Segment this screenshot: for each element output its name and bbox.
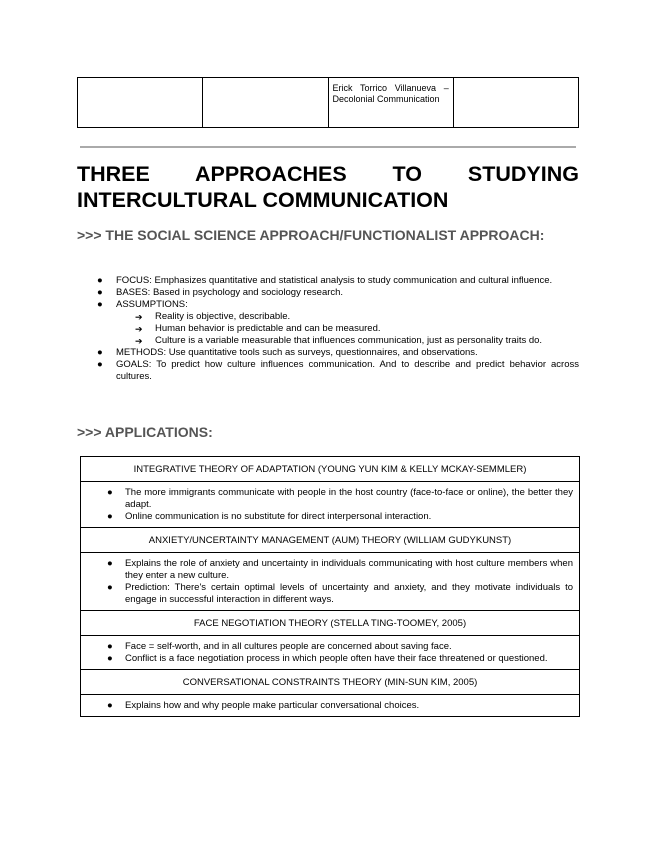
list-item [87, 511, 573, 523]
arrow-icon: ➔ [135, 336, 143, 346]
bullet-icon: ● [107, 511, 113, 522]
horizontal-divider [80, 146, 576, 148]
point-text: The more immigrants communicate with people in the host country (face-to-face or online), the better they adapt. [125, 487, 573, 510]
applications-table [80, 456, 580, 717]
header-table [77, 77, 579, 128]
theory-points [81, 553, 580, 611]
bullet-icon: ● [107, 582, 113, 593]
section-heading: >>> THE SOCIAL SCIENCE APPROACH/FUNCTIONALIST APPROACH: [77, 227, 545, 243]
header-cell [203, 78, 328, 128]
list-item [77, 299, 579, 347]
list-item [116, 311, 579, 323]
assumption-text: Human behavior is predictable and can be measured. [155, 323, 381, 334]
assumption-text: Reality is objective, describable. [155, 311, 291, 322]
assumptions-list [116, 311, 579, 347]
header-cell [78, 78, 203, 128]
list-item [87, 558, 573, 582]
bullet-icon: ● [97, 299, 103, 310]
bullet-icon: ● [97, 287, 103, 298]
point-text: Online communication is no substitute for direct interpersonal interaction. [125, 511, 432, 522]
bullet-icon: ● [107, 558, 113, 569]
theory-points [81, 636, 580, 670]
table-row [81, 695, 580, 717]
bullet-text: BASES: Based in psychology and sociology research. [116, 287, 344, 298]
table-row [81, 528, 580, 553]
list-item [77, 359, 579, 383]
header-reference-cell: Erick Torrico Villanueva – Decolonial Communication [328, 78, 453, 128]
table-row [81, 553, 580, 611]
bullet-text: GOALS: To predict how culture influences communication. And to describe and predict behavior across cultures. [116, 359, 579, 382]
table-row [81, 611, 580, 636]
point-text: Explains the role of anxiety and uncertainty in individuals communicating with host culture members when they enter a new culture. [125, 558, 573, 581]
table-row [81, 670, 580, 695]
theory-name: FACE NEGOTIATION THEORY (STELLA TING-TOOMEY, 2005) [81, 611, 580, 636]
arrow-icon: ➔ [135, 312, 143, 322]
bullet-text: FOCUS: Emphasizes quantitative and statistical analysis to study communication and cultural influence. [116, 275, 553, 286]
list-item [87, 582, 573, 606]
list-item [77, 287, 579, 299]
approach-bullet-list [77, 275, 579, 383]
theory-name: CONVERSATIONAL CONSTRAINTS THEORY (MIN-SUN KIM, 2005) [81, 670, 580, 695]
arrow-icon: ➔ [135, 324, 143, 334]
list-item [77, 347, 579, 359]
list-item [87, 487, 573, 511]
point-text: Conflict is a face negotiation process in which people often have their face threatened or questioned. [125, 653, 548, 664]
point-text: Prediction: There's certain optimal levels of uncertainty and anxiety, and they motivate individuals to engage in successful interaction in different ways. [125, 582, 573, 605]
table-row [81, 636, 580, 670]
header-cell [453, 78, 578, 128]
bullet-icon: ● [97, 347, 103, 358]
bullet-icon: ● [97, 359, 103, 370]
table-row [81, 482, 580, 528]
point-text: Face = self-worth, and in all cultures people are concerned about saving face. [125, 641, 452, 652]
bullet-text: METHODS: Use quantitative tools such as surveys, questionnaires, and observations. [116, 347, 478, 358]
list-item [116, 335, 579, 347]
theory-name: INTEGRATIVE THEORY OF ADAPTATION (YOUNG YUN KIM & KELLY MCKAY-SEMMLER) [81, 457, 580, 482]
bullet-icon: ● [97, 275, 103, 286]
assumption-text: Culture is a variable measurable that influences communication, just as personality traits do. [155, 335, 543, 346]
bullet-icon: ● [107, 700, 113, 711]
applications-heading: >>> APPLICATIONS: [77, 424, 213, 440]
bullet-icon: ● [107, 487, 113, 498]
theory-points [81, 695, 580, 717]
table-row [81, 457, 580, 482]
page-title: THREE APPROACHES TO STUDYING INTERCULTURAL COMMUNICATION [77, 162, 579, 212]
point-text: Explains how and why people make particular conversational choices. [125, 700, 420, 711]
bullet-text: ASSUMPTIONS: [116, 299, 188, 310]
list-item [77, 275, 579, 287]
theory-name: ANXIETY/UNCERTAINTY MANAGEMENT (AUM) THEORY (WILLIAM GUDYKUNST) [81, 528, 580, 553]
bullet-icon: ● [107, 641, 113, 652]
theory-points [81, 482, 580, 528]
list-item [87, 641, 573, 653]
list-item [116, 323, 579, 335]
list-item [87, 700, 573, 712]
list-item [87, 653, 573, 665]
bullet-icon: ● [107, 653, 113, 664]
